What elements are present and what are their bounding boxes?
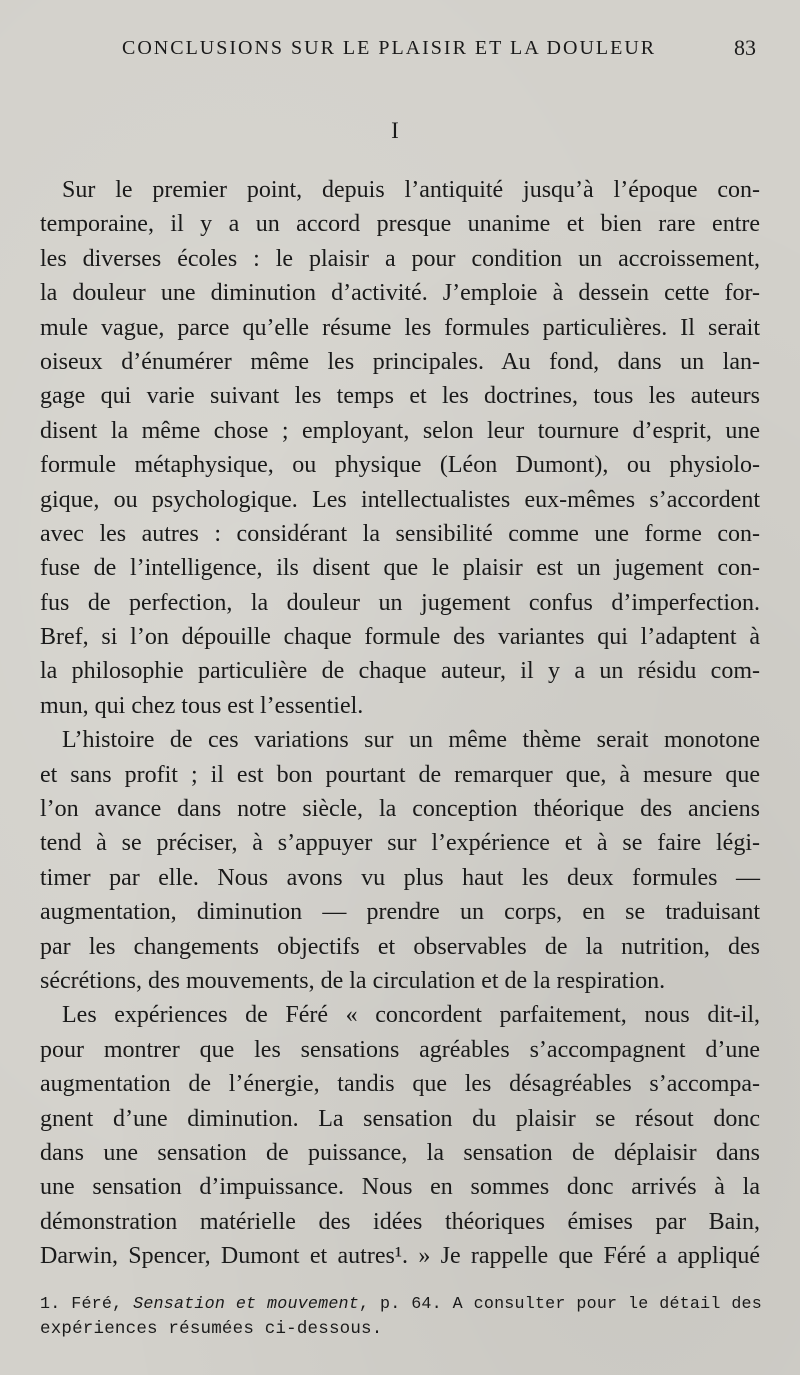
text-line: mule vague, parce qu’elle résume les formules particulières. Il serait [40,314,760,341]
text-line: oiseux d’énumérer même les principales. Au fond, dans un lan- [40,348,760,375]
text-line: démonstration matérielle des idées théoriques émises par Bain, [40,1208,760,1235]
text-line: temporaine, il y a un accord presque unanime et bien rare entre [40,211,760,238]
text-line: formule métaphysique, ou physique (Léon Dumont), ou physiolo- [40,452,760,479]
page-number: 83 [734,35,756,60]
text-line: fus de perfection, la douleur un jugement confus d’imperfection. [40,589,760,616]
text-line: la douleur une diminution d’activité. J’emploie à dessein cette for- [40,280,760,307]
text-line: disent la même chose ; employant, selon leur tournure d’esprit, une [40,417,760,444]
text-line: l’on avance dans notre siècle, la conception théorique des anciens [40,796,760,823]
text-line: mun, qui chez tous est l’essentiel. [40,692,364,719]
text-line: tend à se préciser, à s’appuyer sur l’expérience et à se faire légi- [40,830,760,857]
footnote-text: , p. 64. A consulter pour le détail des [358,1295,762,1314]
text-line: Les expériences de Féré « concordent parfaitement, nous dit-il, [62,1002,760,1029]
text-line: Darwin, Spencer, Dumont et autres¹. » Je rappelle que Féré a appliqué [40,1243,760,1270]
text-line: avec les autres : considérant la sensibilité comme une forme con- [40,520,760,547]
footnote-line: expériences résumées ci-dessous. [40,1319,383,1339]
footnote-marker: 1. [40,1295,61,1314]
text-line: une sensation d’impuissance. Nous en sommes donc arrivés à la [40,1174,760,1201]
footnote-line [40,1293,762,1317]
text-line: et sans profit ; il est bon pourtant de remarquer que, à mesure que [40,761,760,788]
running-title: CONCLUSIONS SUR LE PLAISIR ET LA DOULEUR [122,37,657,59]
text-line: Sur le premier point, depuis l’antiquité jusqu’à l’époque con- [62,177,760,203]
text-line: augmentation, diminution — prendre un corps, en se traduisant [40,899,760,926]
text-line: par les changements objectifs et observables de la nutrition, des [40,933,760,960]
text-line: gage qui varie suivant les temps et les doctrines, tous les auteurs [40,383,760,410]
section-numeral: I [391,118,399,143]
text-line: gique, ou psychologique. Les intellectualistes eux-mêmes s’accordent [40,486,760,513]
text-line: dans une sensation de puissance, la sensation de déplaisir dans [40,1139,760,1166]
text-line: sécrétions, des mouvements, de la circulation et de la respiration. [40,967,666,994]
text-line: gnent d’une diminution. La sensation du plaisir se résout donc [40,1105,760,1132]
text-line: les diverses écoles : le plaisir a pour condition un accroissement, [40,245,760,272]
text-line: timer par elle. Nous avons vu plus haut les deux formules — [40,864,760,891]
text-line: L’histoire de ces variations sur un même thème serait monotone [62,727,760,754]
footnote [40,1293,762,1341]
text-line: pour montrer que les sensations agréables s’accompagnent d’une [40,1036,760,1063]
text-line: augmentation de l’énergie, tandis que les désagréables s’accompa- [40,1071,760,1098]
footnote-work-title: Sensation et mouvement [133,1295,359,1314]
body-text [40,173,760,1274]
footnote-author: Féré, [71,1295,123,1314]
text-line: la philosophie particulière de chaque auteur, il y a un résidu com- [40,658,760,685]
text-line: fuse de l’intelligence, ils disent que le plaisir est un jugement con- [40,555,760,582]
text-line: Bref, si l’on dépouille chaque formule des variantes qui l’adaptent à [40,624,760,651]
running-head [40,33,760,65]
